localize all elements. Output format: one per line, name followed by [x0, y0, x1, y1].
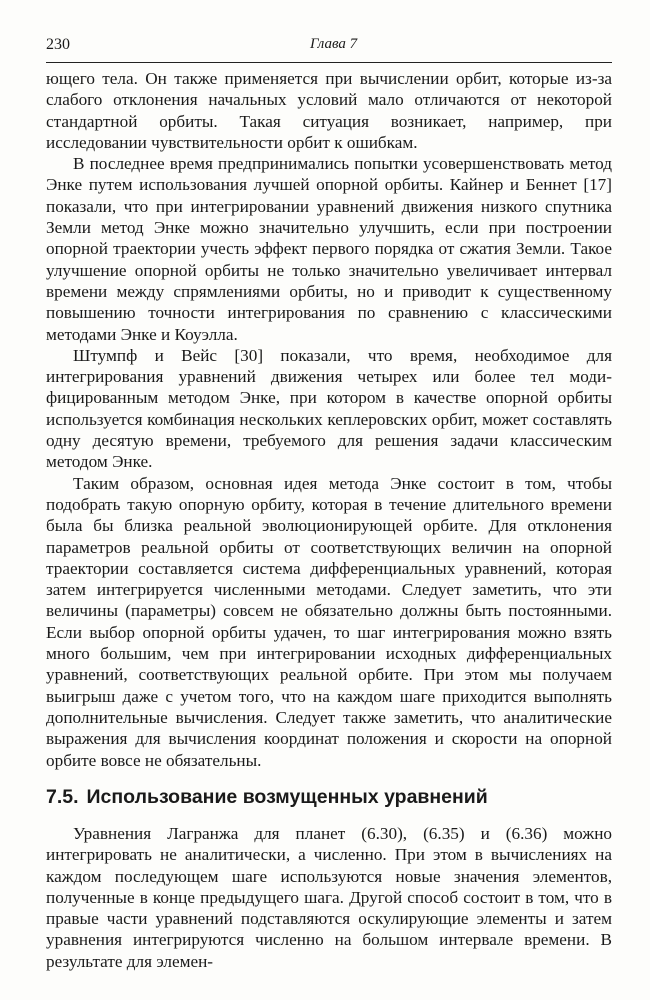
paragraph: Штумпф и Вейс [30] показали, что время, необходимое для интегрирования уравнений движения четырех или более тел модифицированным методом Энке, при котором в качестве опорной орбиты используется комбинация нескольких кеплеровских орбит, может составлять одну десятую времени, требуемого для решения задачи классическим методом Энке. [46, 345, 612, 472]
paragraph-continued: ющего тела. Он также применяется при вычислении орбит, которые из-за слабого отклонения начальных условий мало отличаются от некоторой стандартной орбиты. Такая ситуация возникает, например, при исследовании чувствительности орбит к ошибкам. [46, 69, 612, 152]
paragraph: В последнее время предпринимались попытки усовершенствовать метод Энке путем использования лучшей опорной орбиты. Кайнер и Беннет [17] показали, что при интегрировании уравнений движения низкого спутника Земли метод Энке можно значительно улучшить, если при построении опорной траектории учесть эффект первого порядка от сжатия Земли. Такое улучшение опорной орбиты не только значительно увеличивает интервал времени между спрямлениями орбиты, но и приводит к существенному повышению точности интегрирования по сравнению с классическими методами Энке и Коуэлла. [46, 154, 612, 344]
main-text [46, 68, 612, 771]
page-header [46, 36, 612, 58]
section-heading [46, 784, 612, 810]
paragraph: Уравнения Лагранжа для планет (6.30), (6.35) и (6.36) можно интегрировать не аналитически, а численно. При этом в вычислениях на каждом последующем шаге используются новые значения элементов, полученные в конце предыдущего шага. Другой способ состоит в том, что в правые части уравнений подставляются оскулирующие элементы и затем уравнения интегрируются численно на большом интервале времени. В результате для элемен- [46, 824, 612, 971]
chapter-running-head: Глава 7 [310, 36, 358, 52]
header-rule [46, 62, 612, 63]
page-number: 230 [46, 36, 70, 53]
section-number: 7.5. [46, 786, 79, 808]
section-text [46, 823, 612, 972]
section-title: Использование возмущенных уравнений [86, 786, 488, 808]
paragraph: Таким образом, основная идея метода Энке состоит в том, чтобы подобрать такую опорную орбиту, которая в течение длительного времени была бы близка реальной эволюционирующей орбите. Для отклонения параметров реальной орбиты от соответствующих величин на опорной траектории составляется система дифференциальных уравнений, которая затем интегрируется численными методами. Следует заметить, что эти величины (параметры) совсем не обязательно должны быть постоянными. Если выбор опорной орбиты удачен, то шаг интегрирования можно взять много большим, чем при интегрировании исходных дифференциальных уравнений, соответствующих реальной орбите. При этом мы получаем выигрыш даже с учетом того, что на каждом шаге приходится выполнять дополнительные вычисления. Следует также заметить, что аналитические выражения для вычисления координат положения и скорости на опорной орбите вовсе не обязательны. [46, 473, 612, 770]
